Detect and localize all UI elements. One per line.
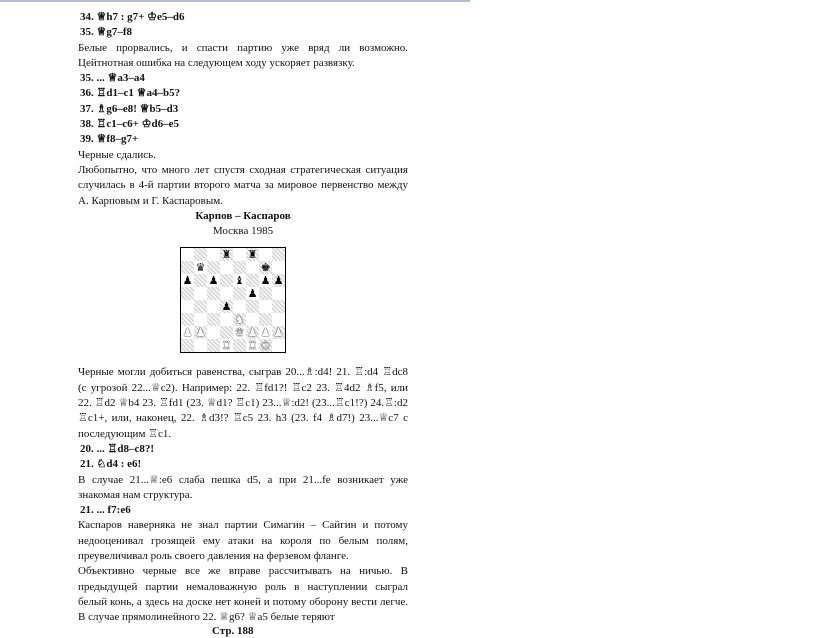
- board-square: [207, 313, 220, 326]
- white-piece-icon: ♟: [273, 326, 284, 340]
- move-line: 36. ♖d1–c1 ♕a4–b5?: [80, 87, 181, 100]
- white-piece-icon: ♟: [260, 326, 271, 340]
- black-piece-icon: ♜: [221, 248, 232, 262]
- board-square: [194, 274, 207, 287]
- board-square: [194, 313, 207, 326]
- paragraph: Объективно черные все же вправе рассчитывать на ничью. В предыдущей партии немаловажную роль в наступлении сыграл белый конь, а здесь на доске нет коней и потому оборону вести легче. В случае прямолинейного 22. ♕g6? ♕a5 белые теряют: [78, 565, 408, 624]
- paragraph: Каспаров наверняка не знал партии Симагин – Сайгин и потому недооценивал грозящей ему атаки на короля по белым полям, преувеличивал роль своего давления на ферзевом фланге.: [78, 519, 408, 563]
- board-square: [207, 300, 220, 313]
- paragraph: Черные могли добиться равенства, сыграв 20...♗:d4! 21. ♖:d4 ♖dc8 (с угрозой 22...♕c2). Например: 22. ♖fd1?! ♖c2 23. ♖4d2 ♗f5, или 22. ♖d2 ♕b4 23. ♖fd1 (23. ♕d1? ♖c1) 23...♕:d2! (23...♖c1!?) 24.♖:d2 ♖c1+, или, наконец, 22. ♗d3!? ♖c5 23. h3 (23. f4 ♗d7!) 23...♕c7 с последующим ♖c1.: [78, 366, 408, 440]
- top-rule: [0, 0, 470, 2]
- board-square: [207, 339, 220, 352]
- board-square: [246, 261, 259, 274]
- board-square: [272, 261, 285, 274]
- black-piece-icon: ♟: [221, 300, 232, 314]
- page-number: Стр. 188: [212, 625, 254, 637]
- book-page: [78, 10, 408, 626]
- move-line: 35. ♕g7–f8: [80, 26, 133, 39]
- move-line: 34. ♕h7 : g7+ ♔e5–d6: [80, 11, 185, 23]
- black-piece-icon: ♟: [260, 274, 271, 288]
- move-line: 35. ... ♕a3–a4: [80, 72, 145, 85]
- board-square: [181, 300, 194, 313]
- paragraph: Белые прорвались, и спасти партию уже вряд ли возможно. Цейтнотная ошибка на следующем ходу ускоряет развязку.: [78, 41, 408, 69]
- board-square: [220, 274, 233, 287]
- black-piece-icon: ♚: [260, 261, 271, 275]
- board-square: [207, 261, 220, 274]
- board-square: [259, 313, 272, 326]
- board-square: [181, 339, 194, 352]
- resignation-text: Черные сдались.: [78, 148, 156, 161]
- paragraph: Любопытно, что много лет спустя сходная стратегическая ситуация случилась в 4-й партии второго матча за мировое первенство между А. Карповым и Г. Каспаровым.: [78, 163, 408, 207]
- board-square: [194, 339, 207, 352]
- board-square: [220, 261, 233, 274]
- move-line: 20. ... ♖d8–c8?!: [80, 442, 155, 455]
- game-title: Карпов – Каспаров: [195, 209, 291, 222]
- white-piece-icon: ♚: [260, 339, 271, 353]
- board-square: [233, 287, 246, 300]
- board-square: [194, 287, 207, 300]
- board-square: [220, 313, 233, 326]
- board-square: [259, 287, 272, 300]
- board-square: [207, 287, 220, 300]
- board-square: [259, 248, 272, 261]
- move-line: 21. ♘d4 : e6!: [80, 458, 142, 471]
- black-piece-icon: ♟: [208, 274, 219, 288]
- black-piece-icon: ♟: [273, 274, 284, 288]
- board-square: [272, 339, 285, 352]
- board-square: [246, 274, 259, 287]
- board-square: [181, 248, 194, 261]
- board-square: [181, 261, 194, 274]
- board-square: [233, 300, 246, 313]
- white-piece-icon: ♛: [234, 326, 245, 340]
- board-square: [272, 313, 285, 326]
- board-square: [207, 326, 220, 339]
- black-piece-icon: ♟: [247, 287, 258, 301]
- move-line: 37. ♗g6–e8! ♕b5–d3: [80, 102, 179, 115]
- board-square: [194, 248, 207, 261]
- chess-diagram: [78, 247, 408, 365]
- board-square: [233, 261, 246, 274]
- board-square: [181, 313, 194, 326]
- white-piece-icon: ♟: [182, 326, 193, 340]
- board-square: [220, 326, 233, 339]
- paragraph: В случае 21...♕:e6 слаба пешка d5, а при 21...fe возникает уже знакомая нам структура.: [78, 473, 408, 501]
- board-square: [272, 248, 285, 261]
- black-piece-icon: ♟: [182, 274, 193, 288]
- move-line: 38. ♖c1–c6+ ♔d6–e5: [80, 118, 180, 131]
- board-square: [259, 300, 272, 313]
- black-piece-icon: ♜: [247, 248, 258, 262]
- white-piece-icon: ♜: [221, 339, 232, 353]
- board-square: [194, 300, 207, 313]
- black-piece-icon: ♝: [234, 274, 245, 288]
- board-square: [233, 248, 246, 261]
- board-square: [220, 287, 233, 300]
- board-square: [272, 300, 285, 313]
- board-square: [207, 248, 220, 261]
- board-square: [246, 313, 259, 326]
- board-square: [233, 339, 246, 352]
- white-piece-icon: ♞: [234, 313, 245, 327]
- white-piece-icon: ♟: [247, 326, 258, 340]
- black-piece-icon: ♛: [195, 261, 206, 275]
- white-piece-icon: ♜: [247, 339, 258, 353]
- board-square: [181, 287, 194, 300]
- move-line: 21. ... f7:e6: [80, 504, 131, 517]
- chess-board: [180, 247, 286, 353]
- board-square: [246, 300, 259, 313]
- move-line: 39. ♕f8–g7+: [80, 133, 139, 146]
- game-place: Москва 1985: [212, 225, 274, 238]
- board-square: [272, 287, 285, 300]
- white-piece-icon: ♟: [195, 326, 206, 340]
